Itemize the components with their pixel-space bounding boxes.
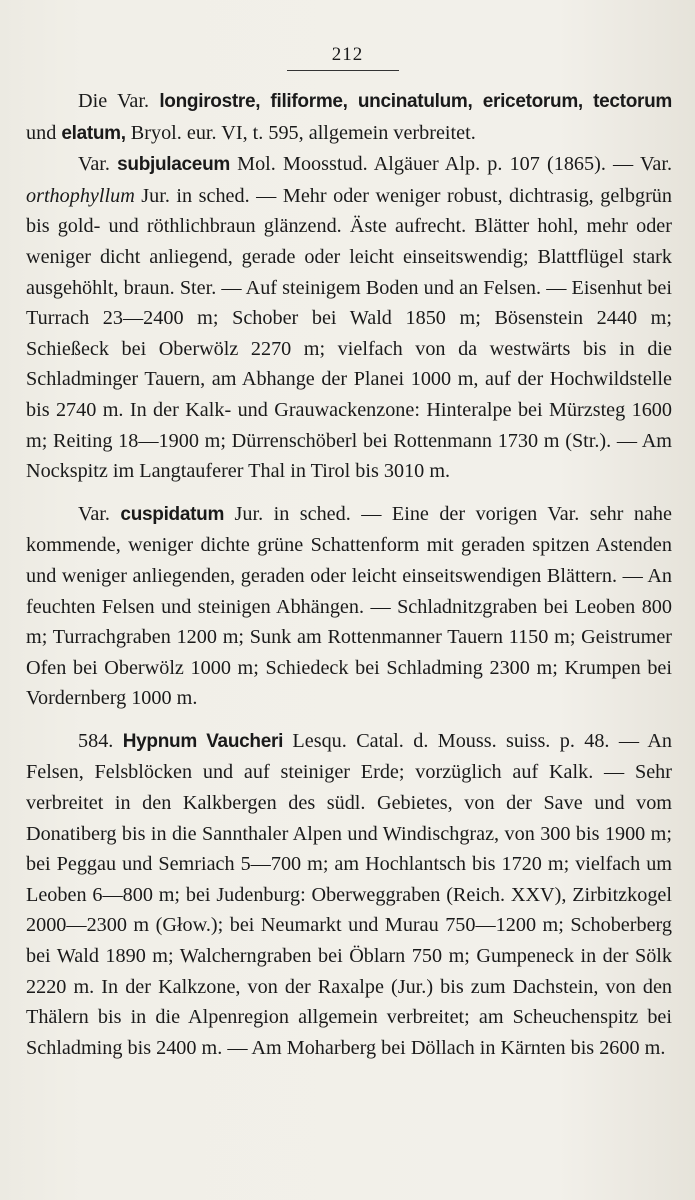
species-name: Hypnum Vaucheri: [122, 730, 284, 752]
paragraph-var-subjulaceum: [26, 149, 672, 487]
text-run: Var.: [78, 502, 121, 525]
taxon-name: elatum,: [61, 122, 126, 144]
paragraph-hypnum-vaucheri: [26, 726, 672, 1064]
text-run: Jur. in sched. — Mehr oder weniger robust, dichtrasig, gelbgrün bis gold- und röthlichbraun glänzend. Äste aufrecht. Blätter hohl, mehr oder weniger dicht anliegend, gerade oder leicht einseitswendig; Blattflügel stark ausgehöhlt, braun. Ster. — Auf steinigem Boden und an Felsen. — Eisenhut bei Turrach 23—2400 m; Schober bei Wald 1850 m; Bösenstein 2440 m; Schießeck bei Oberwölz 2270 m; vielfach von da westwärts bis in die Schladminger Tauern, am Abhange der Planei 1000 m, auf der Hochwildstelle bis 2740 m. In der Kalk- und Grauwackenzone: Hinteralpe bei Mürzsteg 1600 m; Reiting 18—1900 m; Dürrenschöberl bei Rottenmann 1730 m (Str.). — Am Nockspitz im Langtauferer Thal in Tirol bis 3010 m.: [26, 184, 672, 483]
text-run: Lesqu. Catal. d. Mouss. suiss. p. 48. — An Felsen, Felsblöcken und auf steiniger Erde; vorzüglich auf Kalk. — Sehr verbreitet in den Kalkbergen des südl. Gebietes, von der Save und vom Donatiberg bis in die Sannthaler Alpen und Windischgraz, von 300 bis 1900 m; bei Peggau und Semriach 5—700 m; am Hochlantsch bis 1720 m; vielfach um Leoben 6—800 m; bei Judenburg: Oberweggraben (Reich. XXV), Zirbitzkogel 2000—2300 m (Głow.); bei Neumarkt und Murau 750—1200 m; Schoberberg bei Wald 1890 m; Walcherngraben bei Öblarn 750 m; Gumpeneck in der Sölk 2220 m. In der Kalkzone, von der Raxalpe (Jur.) bis zum Dachstein, von den Thälern bis in die Alpenregion allgemein verbreitet; am Scheuchenspitz bei Schladming bis 2400 m. — Am Moharberg bei Döllach in Kärnten bis 2600 m.: [26, 729, 672, 1059]
taxon-name: subjulaceum: [117, 154, 230, 176]
taxon-name: cuspidatum: [120, 503, 225, 525]
text-run: Mol. Moosstud. Algäuer Alp. p. 107 (1865). — Var.: [229, 153, 672, 176]
text-run: Die Var.: [78, 90, 160, 112]
page-body: [26, 86, 672, 1075]
text-run: Var.: [78, 153, 118, 176]
page-number: 212: [331, 44, 364, 65]
text-run: Jur. in sched. — Eine der vorigen Var. sehr nahe kommende, weniger dichte grüne Schattenform mit geraden spitzen Astenden und weniger anliegenden, geraden oder leicht einseitswendigen Blättern. — An feuchten Felsen und steinigen Abhängen. — Schladnitzgraben bei Leoben 800 m; Turrachgraben 1200 m; Sunk am Rottenmanner Tauern 1150 m; Geistrumer Ofen bei Oberwölz 1000 m; Schiedeck bei Schladming 2300 m; Krumpen bei Vordernberg 1000 m.: [26, 502, 672, 710]
synonym-italic: orthophyllum: [26, 184, 135, 207]
taxon-names: longirostre, filiforme, uncinatulum, ericetorum, tectorum: [159, 91, 672, 112]
text-run: Bryol. eur. VI, t. 595, allgemein verbreitet.: [125, 121, 476, 144]
header-rule: [287, 70, 399, 71]
paragraph-var-list: [26, 86, 672, 149]
species-number: 584.: [78, 729, 123, 752]
paragraph-var-cuspidatum: [26, 499, 672, 714]
text-run: und: [26, 121, 62, 144]
